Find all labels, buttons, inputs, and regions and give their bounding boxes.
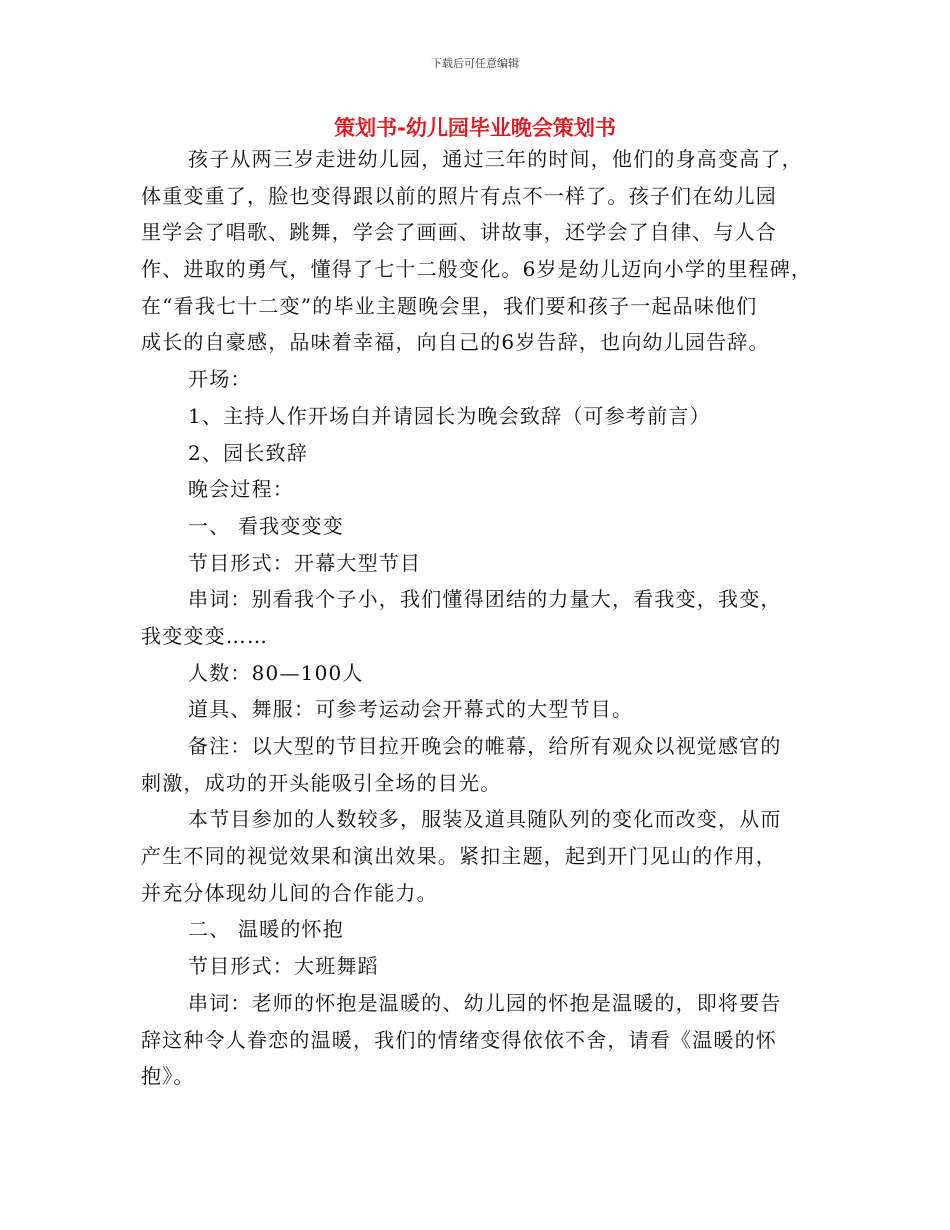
paragraph-line: 辞这种令人眷恋的温暖，我们的情绪变得依依不舍，请看《温暖的怀 (141, 1027, 777, 1052)
paragraph-line: 作、进取的勇气，懂得了七十二般变化。6岁是幼儿迈向小学的里程碑， (141, 257, 813, 282)
paragraph-line: 里学会了唱歌、跳舞，学会了画画、讲故事，还学会了自律、与人合 (141, 220, 777, 245)
paragraph-line: 人数：80—100人 (188, 660, 364, 685)
paragraph-line: 成长的自豪感，品味着幸福，向自己的6岁告辞，也向幼儿园告辞。 (141, 330, 770, 355)
paragraph-line: 刺激，成功的开头能吸引全场的目光。 (141, 770, 502, 795)
paragraph-line: 节目形式：开幕大型节目 (188, 550, 422, 575)
paragraph-line: 我变变变…… (141, 623, 269, 648)
paragraph-line: 节目形式：大班舞蹈 (188, 954, 379, 979)
paragraph-line: 并充分体现幼儿间的合作能力。 (141, 880, 438, 905)
section-heading-process: 晚会过程： (188, 477, 294, 502)
paragraph-line: 备注：以大型的节目拉开晚会的帷幕，给所有观众以视觉感官的 (188, 734, 782, 758)
paragraph-line: 串词：老师的怀抱是温暖的、幼儿园的怀抱是温暖的，即将要告 (188, 990, 782, 1015)
list-item: 1、主持人作开场白并请园长为晚会致辞（可参考前言） (188, 403, 711, 428)
program-heading-2: 二、 温暖的怀抱 (188, 917, 344, 942)
paragraph-line: 在“看我七十二变”的毕业主题晚会里，我们要和孩子一起品味他们 (141, 293, 758, 318)
paragraph-line: 产生不同的视觉效果和演出效果。紧扣主题，起到开门见山的作用， (141, 844, 777, 869)
paragraph-line: 体重变重了，脸也变得跟以前的照片有点不一样了。孩子们在幼儿园 (141, 183, 777, 208)
paragraph-line: 孩子从两三岁走进幼儿园，通过三年的时间，他们的身高变高了， (188, 147, 803, 171)
paragraph-line: 道具、舞服：可参考运动会开幕式的大型节目。 (188, 697, 634, 722)
header-note: 下载后可任意编辑 (431, 57, 519, 70)
document-body (141, 141, 831, 1095)
list-item: 2、园长致辞 (188, 440, 308, 465)
paragraph-line: 串词：别看我个子小，我们懂得团结的力量大，看我变，我变， (188, 587, 782, 612)
paragraph-line: 本节目参加的人数较多，服装及道具随队列的变化而改变，从而 (188, 807, 782, 832)
section-heading-opening: 开场： (188, 367, 252, 392)
program-heading-1: 一、 看我变变变 (188, 513, 344, 538)
paragraph-line: 抱》。 (141, 1064, 195, 1089)
document-title: 策划书-幼儿园毕业晚会策划书 (334, 116, 616, 140)
